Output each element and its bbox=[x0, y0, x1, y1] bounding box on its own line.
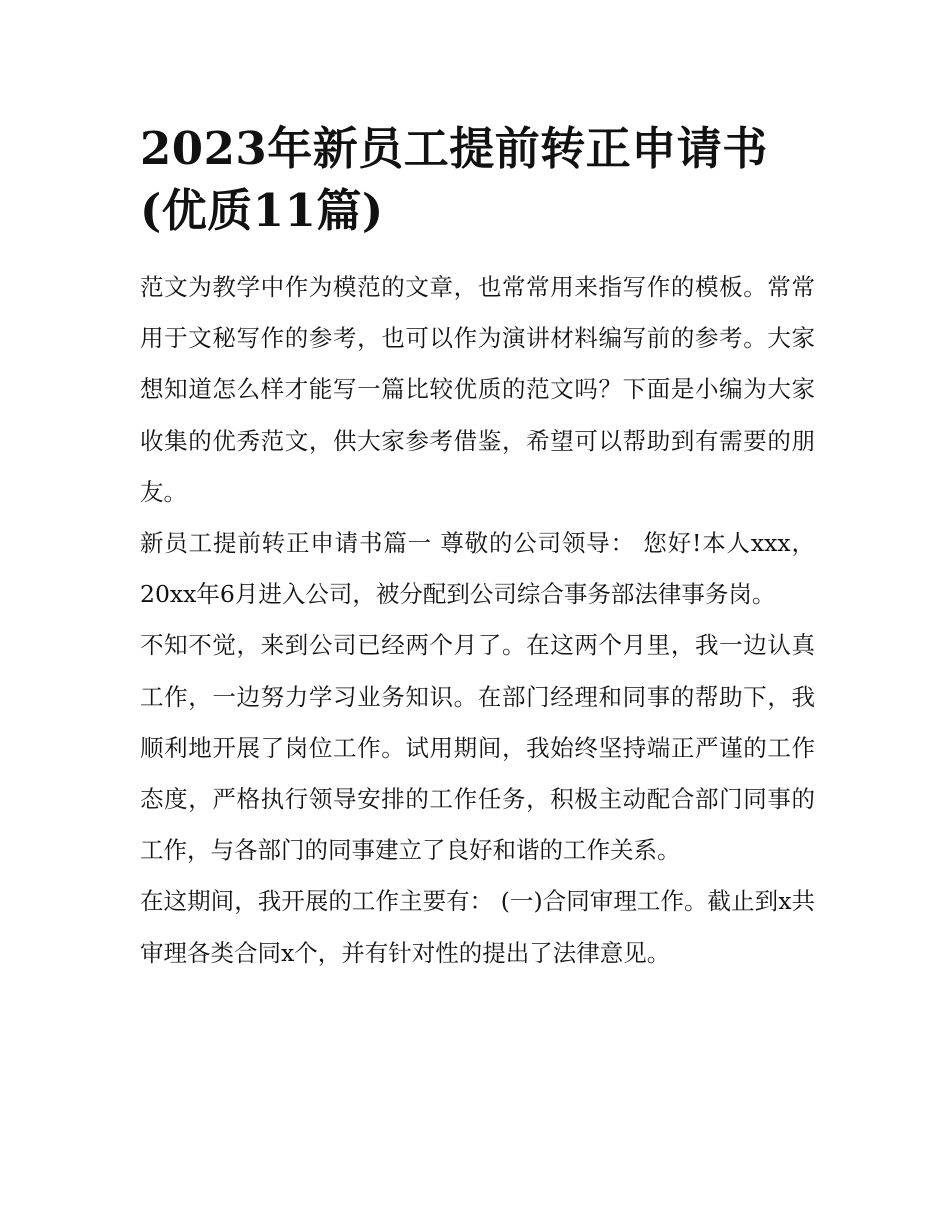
document-body bbox=[140, 118, 815, 979]
document-title: 2023年新员工提前转正申请书(优质11篇) bbox=[140, 122, 768, 237]
paragraph-intro: 范文为教学中作为模范的文章，也常常用来指写作的模板。常常用于文秘写作的参考，也可以作为演讲材料编写前的参考。大家想知道怎么样才能写一篇比较优质的范文吗？下面是小编为大家收集的优秀范文，供大家参考借鉴，希望可以帮助到有需要的朋友。 bbox=[140, 273, 815, 506]
paragraph-work-summary: 不知不觉，来到公司已经两个月了。在这两个月里，我一边认真工作，一边努力学习业务知识。在部门经理和同事的帮助下，我顺利地开展了岗位工作。试用期间，我始终坚持端正严谨的工作态度，严格执行领导安排的工作任务，积极主动配合部门同事的工作，与各部门的同事建立了良好和谐的工作关系。 bbox=[140, 631, 815, 865]
paragraph-main-work: 在这期间，我开展的工作主要有： (一)合同审理工作。截止到x共审理各类合同x个，并有针对性的提出了法律意见。 bbox=[140, 887, 815, 967]
paragraph-greeting: 新员工提前转正申请书篇一 尊敬的公司领导： 您好!本人xxx，20xx年6月进入公司，被分配到公司综合事务部法律事务岗。 bbox=[140, 529, 815, 609]
